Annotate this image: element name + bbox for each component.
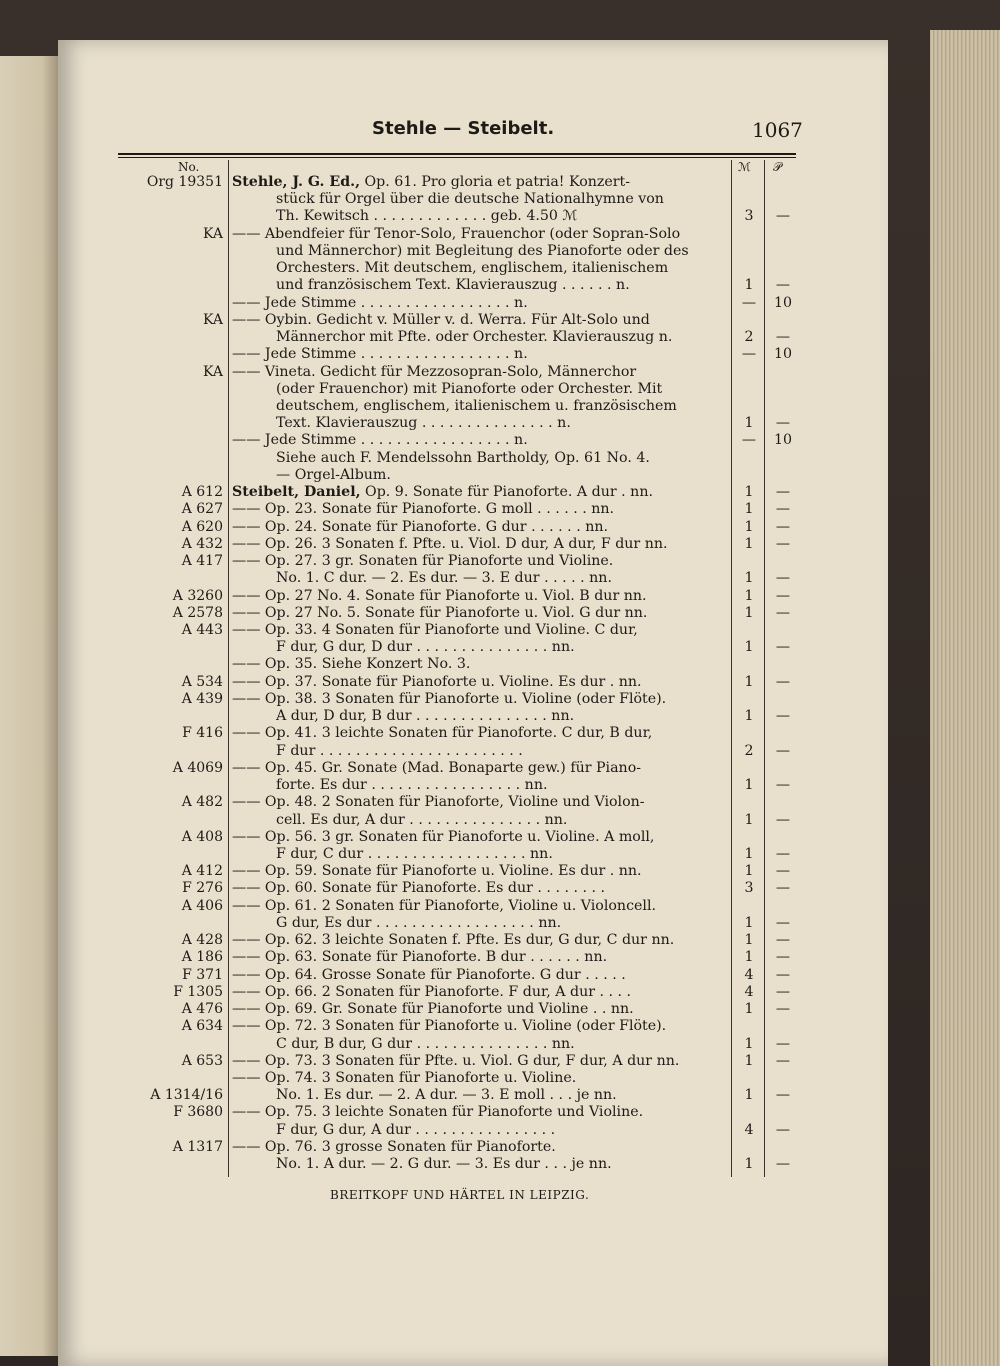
entry-text: —— Abendfeier für Tenor-Solo, Frauenchor (oder Sopran-Solo [232,225,681,242]
catalog-line [0,415,1000,432]
running-title: Stehle — Steibelt. [372,118,555,139]
catalog-line [0,691,1000,708]
price-mark: 4 [744,983,754,1000]
entry-text: —— Op. 69. Gr. Sonate für Pianoforte und Violine . . nn. [232,1001,634,1018]
catalog-line [0,536,1000,553]
price-mark: 1 [744,484,754,501]
price-mark: 3 [744,880,754,897]
entry-text: —— Op. 26. 3 Sonaten f. Pfte. u. Viol. D dur, A dur, F dur nn. [232,535,668,552]
price-mark: 2 [744,742,754,759]
catalog-line [0,1139,1000,1156]
catalog-number: A 627 [181,501,223,518]
entry-text: —— Op. 24. Sonate für Pianoforte. G dur . . . . . . nn. [232,518,609,535]
catalog-number: A 612 [181,484,223,501]
entry-text: —— Jede Stimme . . . . . . . . . . . . . . . . . n. [232,346,528,363]
header-rule-thin [118,157,796,158]
price-mark: 1 [744,1052,754,1069]
catalog-line [0,243,1000,260]
price-pf: — [775,742,791,759]
price-pf: 10 [773,432,793,449]
header-rule-thick [118,153,796,155]
price-pf: — [775,208,791,225]
entry-text: —— Op. 38. 3 Sonaten für Pianoforte u. Violine (oder Flöte). [232,690,667,707]
entry-text: —— Op. 33. 4 Sonaten für Pianoforte und Violine. C dur, [232,621,638,638]
entry-text: — Orgel-Album. [276,466,391,483]
price-mark: — [741,294,757,311]
page-header [0,118,1000,148]
catalog-line [0,588,1000,605]
catalog-line [0,501,1000,518]
entry-text: —— Op. 27. 3 gr. Sonaten für Pianoforte und Violine. [232,553,614,570]
price-mark: 1 [744,914,754,931]
catalog-line [0,381,1000,398]
price-pf: — [775,501,791,518]
entry-text: F dur, G dur, A dur . . . . . . . . . . . . . . . . [276,1121,556,1138]
price-mark: 1 [744,277,754,294]
price-pf: — [775,811,791,828]
entry-text: F dur . . . . . . . . . . . . . . . . . . . . . . . [276,742,523,759]
catalog-number: A 443 [181,621,223,638]
catalog-number: A 4069 [172,759,223,776]
price-pf: — [775,966,791,983]
price-pf: — [775,484,791,501]
price-mark: 1 [744,811,754,828]
catalog-line [0,450,1000,467]
catalog-number: A 534 [181,673,223,690]
catalog-line [0,725,1000,742]
price-pf: — [775,518,791,535]
catalog-line [0,898,1000,915]
column-header-number: No. [178,160,200,174]
catalog-number: A 1317 [172,1138,223,1155]
catalog-number: A 412 [181,863,223,880]
catalog-number: A 408 [181,828,223,845]
entry-text: —— Op. 27 No. 5. Sonate für Pianoforte u. Viol. G dur nn. [232,604,648,621]
catalog-line [0,880,1000,897]
price-pf: — [775,845,791,862]
catalog-line [0,794,1000,811]
price-mark: 3 [744,208,754,225]
catalog-line [0,1036,1000,1053]
catalog-line [0,174,1000,191]
catalog-number: A 482 [181,794,223,811]
price-pf: — [775,983,791,1000]
catalog-line [0,863,1000,880]
price-pf: — [775,949,791,966]
price-pf: — [775,673,791,690]
entry-text: —— Jede Stimme . . . . . . . . . . . . . . . . . n. [232,294,528,311]
price-pf: — [775,277,791,294]
price-pf: — [775,863,791,880]
entry-text: —— Op. 59. Sonate für Pianoforte u. Violine. Es dur . nn. [232,863,642,880]
entry-text: No. 1. A dur. — 2. G dur. — 3. Es dur . . . je nn. [276,1156,612,1173]
price-pf: — [775,914,791,931]
entry-text: cell. Es dur, A dur . . . . . . . . . . . . . . . nn. [276,811,568,828]
catalog-line [0,743,1000,760]
entry-text: —— Op. 75. 3 leichte Sonaten für Pianoforte und Violine. [232,1104,644,1121]
catalog-line [0,312,1000,329]
price-mark: 1 [744,501,754,518]
price-mark: 2 [744,329,754,346]
catalog-line [0,1018,1000,1035]
price-pf: — [775,1035,791,1052]
catalog-line [0,674,1000,691]
price-pf: — [775,1052,791,1069]
catalog-line [0,605,1000,622]
catalog-line [0,1156,1000,1173]
entry-text: Männerchor mit Pfte. oder Orchester. Klavierauszug n. [276,329,673,346]
price-pf: — [775,570,791,587]
price-pf: — [775,880,791,897]
price-mark: 1 [744,845,754,862]
catalog-number: KA [202,363,223,380]
catalog-line [0,639,1000,656]
catalog-line [0,398,1000,415]
catalog-line [0,949,1000,966]
catalog-number: KA [202,225,223,242]
price-pf: — [775,1001,791,1018]
entry-text: —— Op. 73. 3 Sonaten für Pfte. u. Viol. G dur, F dur, A dur nn. [232,1052,680,1069]
entry-text: deutschem, englischem, italienischem u. französischem [276,397,677,414]
price-mark: 1 [744,535,754,552]
price-mark: 1 [744,570,754,587]
catalog-number: A 653 [181,1052,223,1069]
catalog-line [0,467,1000,484]
catalog-line [0,708,1000,725]
entry-text: —— Op. 37. Sonate für Pianoforte u. Violine. Es dur . nn. [232,673,642,690]
catalog-line [0,760,1000,777]
catalog-line [0,812,1000,829]
catalog-line [0,208,1000,225]
entry-text: —— Op. 64. Grosse Sonate für Pianoforte. G dur . . . . . [232,966,626,983]
price-pf: — [775,639,791,656]
catalog-number: A 406 [181,897,223,914]
price-mark: — [741,432,757,449]
entry-text: —— Op. 76. 3 grosse Sonaten für Pianoforte. [232,1138,556,1155]
entry-text: und Männerchor) mit Begleitung des Pianoforte oder des [276,242,689,259]
price-pf: — [775,777,791,794]
price-mark: 1 [744,604,754,621]
catalog-line [0,1001,1000,1018]
catalog-line [0,829,1000,846]
entry-text: —— Op. 66. 2 Sonaten für Pianoforte. F dur, A dur . . . . [232,983,632,1000]
entry-text: Stehle, J. G. Ed., Op. 61. Pro gloria et patria! Konzert- [232,174,631,190]
price-pf: 10 [773,346,793,363]
entry-text: G dur, Es dur . . . . . . . . . . . . . . . . . . nn. [276,914,562,931]
entry-text: —— Jede Stimme . . . . . . . . . . . . . . . . . n. [232,432,528,449]
catalog-number: A 1314/16 [150,1087,223,1104]
catalog-number: A 634 [181,1018,223,1035]
price-mark: 1 [744,1035,754,1052]
entry-text: —— Op. 60. Sonate für Pianoforte. Es dur . . . . . . . . [232,880,606,897]
price-mark: 1 [744,777,754,794]
entry-text: C dur, B dur, G dur . . . . . . . . . . . . . . . nn. [276,1035,575,1052]
price-mark: 4 [744,966,754,983]
entry-text: —— Op. 74. 3 Sonaten für Pianoforte u. Violine. [232,1069,577,1086]
entry-text: —— Op. 45. Gr. Sonate (Mad. Bonaparte gew.) für Piano- [232,759,642,776]
entry-text: A dur, D dur, B dur . . . . . . . . . . . . . . . nn. [276,708,575,725]
column-header-pf: 𝒫 [773,160,782,174]
entry-text: —— Op. 41. 3 leichte Sonaten für Pianoforte. C dur, B dur, [232,725,653,742]
entry-text: und französischem Text. Klavierauszug . . . . . . n. [276,277,630,294]
catalog-number: Org 19351 [146,174,223,190]
catalog-line [0,364,1000,381]
catalog-line [0,932,1000,949]
catalog-line [0,329,1000,346]
price-pf: — [775,708,791,725]
entry-text: Orchesters. Mit deutschem, englischem, italienischem [276,260,669,277]
price-mark: 1 [744,708,754,725]
price-pf: — [775,587,791,604]
entry-text: Siehe auch F. Mendelssohn Bartholdy, Op. 61 No. 4. [276,449,650,466]
catalog-line [0,570,1000,587]
price-pf: — [775,604,791,621]
page-number: 1067 [752,118,803,142]
price-mark: — [741,346,757,363]
catalog-number: A 439 [181,690,223,707]
price-mark: 1 [744,1001,754,1018]
price-pf: — [775,329,791,346]
entry-text: —— Op. 62. 3 leichte Sonaten f. Pfte. Es dur, G dur, C dur nn. [232,932,675,949]
entry-text: —— Vineta. Gedicht für Mezzosopran-Solo, Männerchor [232,363,637,380]
catalog-line [0,1104,1000,1121]
entry-text: —— Op. 72. 3 Sonaten für Pianoforte u. Violine (oder Flöte). [232,1018,667,1035]
catalog-line [0,191,1000,208]
catalog-number: F 1305 [173,983,223,1000]
catalog-line [0,226,1000,243]
entry-text: Th. Kewitsch . . . . . . . . . . . . . geb. 4.50 ℳ [276,208,578,225]
entry-text: —— Op. 27 No. 4. Sonate für Pianoforte u. Viol. B dur nn. [232,587,647,604]
entry-text: —— Op. 23. Sonate für Pianoforte. G moll . . . . . . nn. [232,501,615,518]
entry-text: —— Op. 48. 2 Sonaten für Pianoforte, Violine und Violon- [232,794,645,811]
catalog-number: F 3680 [173,1104,223,1121]
entry-text: Steibelt, Daniel, Op. 9. Sonate für Pianoforte. A dur . nn. [232,484,653,501]
entry-text: F dur, G dur, D dur . . . . . . . . . . . . . . . nn. [276,639,575,656]
catalog-line [0,484,1000,501]
catalog-line [0,1122,1000,1139]
entry-text: —— Op. 63. Sonate für Pianoforte. B dur . . . . . . nn. [232,949,608,966]
catalog-line [0,295,1000,312]
catalog-line [0,656,1000,673]
price-pf: — [775,415,791,432]
catalog-number: A 620 [181,518,223,535]
catalog-number: A 432 [181,535,223,552]
catalog-line [0,967,1000,984]
price-pf: — [775,1087,791,1104]
price-mark: 1 [744,863,754,880]
catalog-number: A 2578 [172,604,223,621]
catalog-line [0,1087,1000,1104]
price-pf: — [775,535,791,552]
catalog-line [0,1070,1000,1087]
catalog-number: A 476 [181,1001,223,1018]
catalog-line [0,277,1000,294]
entry-text: Text. Klavierauszug . . . . . . . . . . . . . . . n. [276,415,571,432]
catalog-line [0,519,1000,536]
entry-text: stück für Orgel über die deutsche Nationalhymne von [276,191,664,208]
price-mark: 4 [744,1121,754,1138]
entry-text: No. 1. Es dur. — 2. A dur. — 3. E moll . . . je nn. [276,1087,617,1104]
catalog-line [0,846,1000,863]
entry-text: forte. Es dur . . . . . . . . . . . . . . . . . nn. [276,777,548,794]
catalog-line [0,984,1000,1001]
catalog-number: A 417 [181,553,223,570]
entry-text: (oder Frauenchor) mit Pianoforte oder Orchester. Mit [276,380,663,397]
catalog-number: F 371 [182,966,223,983]
publisher-footer: BREITKOPF UND HÄRTEL IN LEIPZIG. [330,1188,590,1202]
price-mark: 1 [744,932,754,949]
catalog-number: F 276 [182,880,223,897]
catalog-number: F 416 [182,725,223,742]
catalog-line [0,777,1000,794]
price-mark: 1 [744,1087,754,1104]
price-mark: 1 [744,415,754,432]
entry-text: F dur, C dur . . . . . . . . . . . . . . . . . . nn. [276,845,553,862]
entry-text: —— Op. 61. 2 Sonaten für Pianoforte, Violine u. Violoncell. [232,897,656,914]
price-mark: 1 [744,587,754,604]
catalog-line [0,260,1000,277]
catalog-line [0,622,1000,639]
price-mark: 1 [744,518,754,535]
column-header-mark: ℳ [738,160,751,174]
catalog-line [0,1053,1000,1070]
catalog-line [0,553,1000,570]
catalog-number: A 3260 [172,587,223,604]
catalog-number: KA [202,311,223,328]
entry-text: —— Op. 35. Siehe Konzert No. 3. [232,656,471,673]
entry-text: —— Op. 56. 3 gr. Sonaten für Pianoforte u. Violine. A moll, [232,828,655,845]
price-pf: — [775,932,791,949]
price-pf: — [775,1121,791,1138]
catalog-line [0,432,1000,449]
catalog-number: A 186 [181,949,223,966]
entry-text: No. 1. C dur. — 2. Es dur. — 3. E dur . . . . . nn. [276,570,612,587]
price-pf: 10 [773,294,793,311]
price-mark: 1 [744,949,754,966]
price-pf: — [775,1156,791,1173]
entry-text: —— Oybin. Gedicht v. Müller v. d. Werra. Für Alt-Solo und [232,311,650,328]
price-mark: 1 [744,639,754,656]
catalog-number: A 428 [181,932,223,949]
catalog-line [0,915,1000,932]
price-mark: 1 [744,1156,754,1173]
price-mark: 1 [744,673,754,690]
catalog-line [0,346,1000,363]
